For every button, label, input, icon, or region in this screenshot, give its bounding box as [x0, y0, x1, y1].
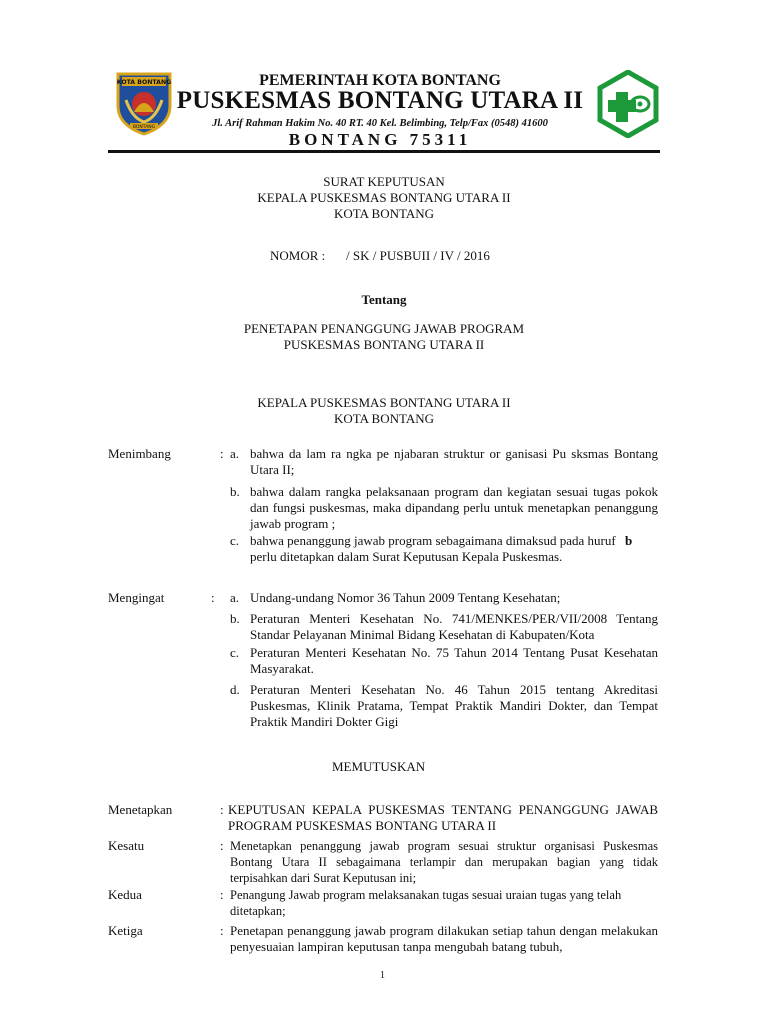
tentang-heading: Tentang	[361, 292, 407, 307]
mengingat-a-text: Undang-undang Nomor 36 Tahun 2009 Tentang Kesehatan;	[250, 590, 561, 605]
decision-menetapkan-colon: :	[220, 802, 224, 817]
issuer-line1: KEPALA PUSKESMAS BONTANG UTARA II	[257, 395, 511, 410]
decision-kesatu-colon: :	[220, 838, 224, 853]
emblem-bottom-text: BONTANG	[132, 125, 156, 130]
page-number: 1	[380, 970, 385, 981]
subject-line2: PUSKESMAS BONTANG UTARA II	[283, 337, 485, 352]
issuer-line2: KOTA BONTANG	[333, 411, 435, 426]
header-divider	[108, 150, 660, 153]
decision-kesatu-label: Kesatu	[108, 838, 145, 853]
decision-menetapkan-text: KEPUTUSAN KEPALA PUSKESMAS TENTANG PENANGGUNG JAWAB PROGRAM PUSKESMAS BONTANG UTARA II	[228, 802, 658, 833]
mengingat-c-text: Peraturan Menteri Kesehatan No. 75 Tahun 2014 Tentang Pusat Kesehatan Masyarakat.	[250, 645, 658, 676]
emblem-text: KOTA BONTANG	[116, 79, 172, 86]
nomor-label: NOMOR :	[270, 248, 326, 263]
title-kota: KOTA BONTANG	[333, 206, 435, 221]
header-city: BONTANG 75311	[288, 130, 472, 149]
mengingat-d-text: Peraturan Menteri Kesehatan No. 46 Tahun 2015 tentang Akreditasi Puskesmas, Klinik Pratama, Tempat Praktik Mandiri Dokter, dan Tempat Praktik Mandiri Dokter Gigi	[250, 682, 658, 729]
menimbang-c-part2: perlu ditetapkan dalam Surat Keputusan Kepala Puskesmas.	[250, 549, 563, 564]
decision-ketiga-text: Penetapan penanggung jawab program dilakukan setiap tahun dengan melakukan penyesuaian lampiran keputusan tanpa mengubah batang tubuh,	[230, 923, 658, 954]
mengingat-b-text: Peraturan Menteri Kesehatan No. 741/MENKES/PER/VII/2008 Tentang Standar Pelayanan Minimal Bidang Kesehatan di Kabupaten/Kota	[250, 611, 658, 642]
header-address: Jl. Arif Rahman Hakim No. 40 RT. 40 Kel. Belimbing, Telp/Fax (0548) 41600	[212, 118, 548, 129]
mengingat-a-letter: a.	[230, 590, 240, 605]
header-government: PEMERINTAH KOTA BONTANG	[259, 72, 501, 89]
memutuskan-heading: MEMUTUSKAN	[332, 759, 426, 774]
title-surat: SURAT KEPUTUSAN	[323, 174, 445, 189]
menimbang-b-letter: b.	[230, 484, 240, 499]
mengingat-colon: :	[211, 590, 215, 605]
nomor-value: / SK / PUSBUII / IV / 2016	[346, 248, 490, 263]
decision-ketiga-colon: :	[220, 923, 224, 938]
menimbang-colon: :	[220, 446, 224, 461]
decision-kedua-label: Kedua	[108, 887, 142, 902]
title-kepala: KEPALA PUSKESMAS BONTANG UTARA II	[257, 190, 511, 205]
mengingat-c-letter: c.	[230, 645, 240, 660]
mengingat-b-letter: b.	[230, 611, 240, 626]
puskesmas-logo	[596, 70, 660, 138]
menimbang-a-letter: a.	[230, 446, 240, 461]
decision-ketiga-label: Ketiga	[108, 923, 143, 938]
menimbang-c-text	[250, 533, 658, 565]
menimbang-b-text: bahwa dalam rangka pelaksanaan program dan kegiatan sesuai tugas pokok dan fungsi puskesmas, maka dipandang perlu untuk menetapkan penanggung jawab program ;	[250, 484, 658, 531]
menimbang-label: Menimbang	[108, 446, 171, 461]
menimbang-c-bold: b	[624, 533, 633, 548]
decision-menetapkan-label: Menetapkan	[108, 802, 173, 817]
decision-kesatu-text: Menetapkan penanggung jawab program sesuai struktur organisasi Puskesmas Bontang Utara II sebagaimana terlampir dan merupakan bagian yang tidak terpisahkan dari Surat Keputusan ini;	[230, 839, 658, 885]
menimbang-c-part1: bahwa penanggung jawab program sebagaimana dimaksud pada huruf	[250, 533, 616, 548]
subject-line1: PENETAPAN PENANGGUNG JAWAB PROGRAM	[243, 321, 525, 336]
mengingat-label: Mengingat	[108, 590, 165, 605]
decision-kedua-text: Penangung Jawab program melaksanakan tugas sesuai uraian tugas yang telah ditetapkan;	[230, 888, 622, 918]
decision-kedua-colon: :	[220, 887, 224, 902]
header-institution: PUSKESMAS BONTANG UTARA II	[176, 87, 584, 114]
menimbang-a-text: bahwa da lam ra ngka pe njabaran struktur or ganisasi Pu sksmas Bontang Utara II;	[250, 446, 658, 477]
mengingat-d-letter: d.	[230, 682, 240, 697]
menimbang-c-letter: c.	[230, 533, 240, 548]
